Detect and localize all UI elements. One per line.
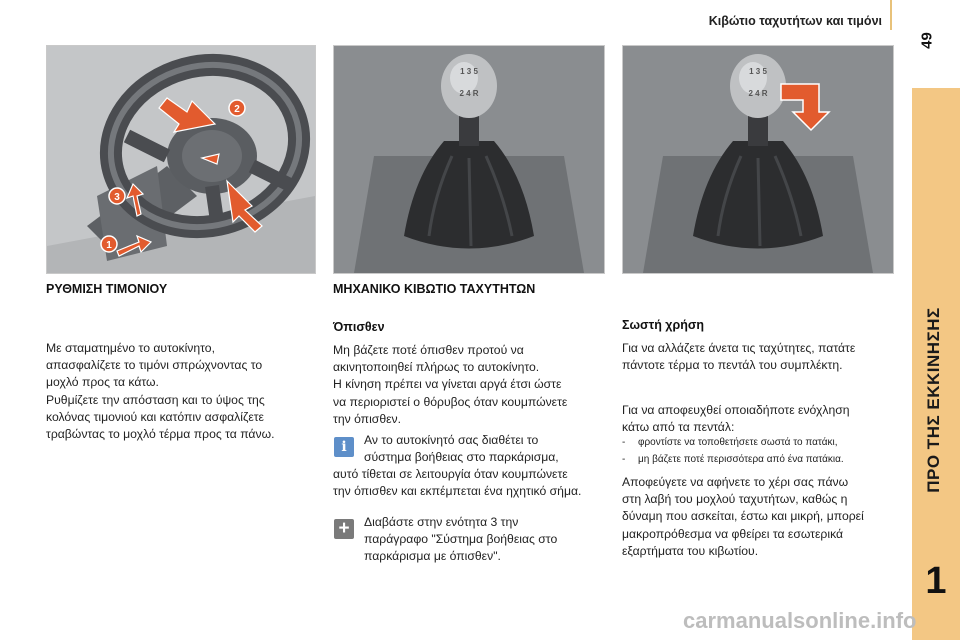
text-line: Για να αλλάζετε άνετα τις ταχύτητες, πατάτε xyxy=(622,341,856,355)
info-note-tail xyxy=(333,466,608,500)
reverse-subtitle: Όπισθεν xyxy=(333,320,385,334)
header-rule xyxy=(890,0,892,30)
reverse-text xyxy=(333,342,603,428)
text-line: την όπισθεν. xyxy=(333,411,402,426)
callout-2: 2 xyxy=(234,104,240,115)
text-line: δύναμη που ασκείται, έστω και μικρή, μπορεί xyxy=(622,509,864,524)
bullet-text: μη βάζετε ποτέ περισσότερα από ένα πατάκια. xyxy=(638,454,844,465)
text-line: Η κίνηση πρέπει να γίνεται αργά έτσι ώστε xyxy=(333,377,562,392)
gearbox-section-title: ΜΗΧΑΝΙΚΟ ΚΙΒΩΤΙΟ ΤΑΧΥΤΗΤΩΝ xyxy=(333,282,536,296)
knob-label-bottom: 2 4 R xyxy=(459,89,479,98)
text-line: την όπισθεν και εκπέμπεται ένα ηχητικό σήμα. xyxy=(333,484,582,499)
correct-use-para3 xyxy=(622,474,902,560)
correct-use-para1 xyxy=(622,340,897,374)
chapter-tab-label: ΠΡΟ ΤΗΣ ΕΚΚΙΝΗΣΗΣ xyxy=(924,307,943,493)
knob-label-top: 1 3 5 xyxy=(749,67,767,76)
info-icon: i xyxy=(334,437,354,457)
knob-label-bottom: 2 4 R xyxy=(748,89,768,98)
steering-wheel-photo xyxy=(46,45,316,274)
plus-note xyxy=(364,514,604,566)
text-line: ακινητοποιηθεί πλήρως το αυτοκίνητο. xyxy=(333,360,540,375)
text-line: Αποφεύγετε να αφήνετε το χέρι σας πάνω xyxy=(622,475,849,489)
chapter-number: 1 xyxy=(925,560,947,602)
chapter-tab xyxy=(912,88,960,640)
text-line: μακροπρόθεσμα να φθείρει τα εσωτερικά xyxy=(622,526,844,541)
correct-use-bullets xyxy=(622,435,902,469)
steering-section-title: ΡΥΘΜΙΣΗ ΤΙΜΟΝΙΟΥ xyxy=(46,282,168,296)
text-line: κάτω από τα πεντάλ: xyxy=(622,420,735,435)
text-line: Με σταματημένο το αυτοκίνητο, xyxy=(46,341,215,355)
callout-3: 3 xyxy=(114,192,120,203)
text-line: σύστημα βοήθειας στο παρκάρισμα, xyxy=(364,450,559,465)
callout-1: 1 xyxy=(106,240,112,251)
bullet-text: φροντίστε να τοποθετήσετε σωστά το πατάκι, xyxy=(638,437,838,448)
text-line: κολόνας τιμονιού και κατόπιν ασφαλίζετε xyxy=(46,409,264,424)
text-line: Για να αποφευχθεί οποιαδήποτε ενόχληση xyxy=(622,403,850,417)
correct-use-subtitle: Σωστή χρήση xyxy=(622,318,705,332)
gear-lever-photo-push-arrow xyxy=(622,45,894,274)
bullet-mark: - xyxy=(622,437,626,448)
text-line: να περιοριστεί ο θόρυβος όταν κουμπώνετε xyxy=(333,394,568,409)
text-line: Ρυθμίζετε την απόσταση και το ύψος της xyxy=(46,392,265,407)
knob-label-top: 1 3 5 xyxy=(460,67,478,76)
text-line: Μη βάζετε ποτέ όπισθεν προτού να xyxy=(333,343,524,357)
text-line: μοχλό προς τα κάτω. xyxy=(46,375,159,390)
page-number: 49 xyxy=(918,32,936,49)
text-line: Αν το αυτοκίνητό σας διαθέτει το xyxy=(364,433,539,447)
text-line: τραβώντας το μοχλό τέρμα προς τα πάνω. xyxy=(46,427,275,442)
text-line: Διαβάστε στην ενότητα 3 την xyxy=(364,515,519,529)
text-line: στη λαβή του μοχλού ταχυτήτων, καθώς η xyxy=(622,492,848,507)
info-note-head xyxy=(364,432,604,466)
text-line: πάντοτε τέρμα το πεντάλ του συμπλέκτη. xyxy=(622,358,843,373)
plus-icon: + xyxy=(334,519,354,539)
text-line: απασφαλίζετε το τιμόνι σπρώχνοντας το xyxy=(46,358,263,373)
running-header: Κιβώτιο ταχυτήτων και τιμόνι xyxy=(708,14,882,28)
steering-text xyxy=(46,340,314,443)
watermark: carmanualsonline.info xyxy=(683,608,917,633)
text-line: παρκάρισμα με όπισθεν". xyxy=(364,549,501,564)
gear-lever-photo-reverse xyxy=(333,45,605,274)
text-line: εξαρτήματα του κιβωτίου. xyxy=(622,543,759,558)
text-line: παράγραφο "Σύστημα βοήθειας στο xyxy=(364,532,558,547)
text-line: αυτό τίθεται σε λειτουργία όταν κουμπώνετε xyxy=(333,467,568,481)
correct-use-para2 xyxy=(622,402,897,436)
bullet-mark: - xyxy=(622,454,626,465)
